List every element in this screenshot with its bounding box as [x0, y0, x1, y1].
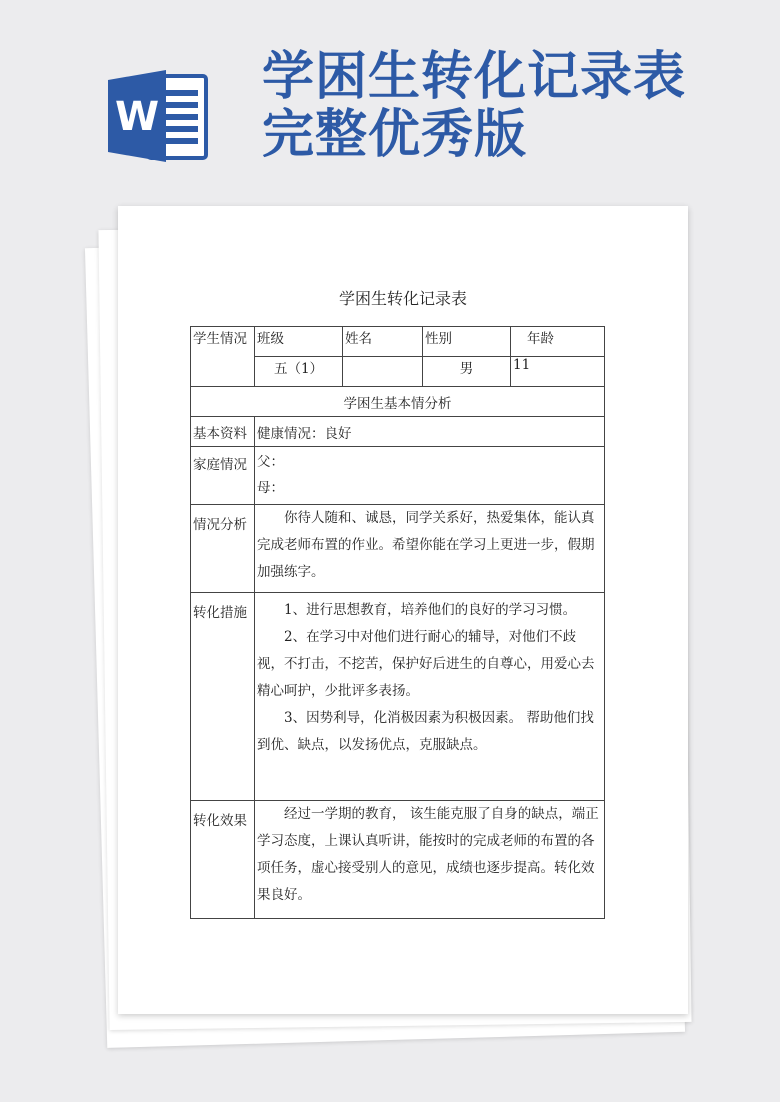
measure-item: 2、在学习中对他们进行耐心的辅导，对他们不歧视，不打击，不挖苦，保护好后进生的自尊心，用爱心去精心呵护，少批评多表扬。	[257, 629, 595, 699]
measure-item: 3、因势利导，化消极因素为积极因素。 帮助他们找到优、缺点，以发扬优点，克服缺点。	[257, 710, 594, 753]
mother-line: 母：	[257, 480, 284, 496]
basic-info-value: 健康情况：良好	[255, 417, 605, 447]
measures-list	[255, 593, 605, 801]
class-value: 五（1）	[255, 357, 343, 387]
age-label: 年龄	[511, 327, 605, 357]
age-value: 11	[511, 357, 605, 387]
family-label: 家庭情况	[191, 447, 255, 505]
name-value	[343, 357, 423, 387]
analysis-heading: 学困生基本情分析	[191, 387, 605, 417]
family-value	[255, 447, 605, 505]
banner-title-line1: 学困生转化记录表	[262, 47, 687, 107]
word-icon	[108, 68, 208, 164]
record-table	[190, 326, 605, 919]
measure-item: 1、进行思想教育，培养他们的良好的学习习惯。	[284, 602, 577, 618]
basic-info-label: 基本资料	[191, 417, 255, 447]
banner-title-line2: 完整优秀版	[262, 105, 528, 165]
document-page	[118, 206, 688, 1014]
student-info-label: 学生情况	[191, 327, 255, 387]
banner-title	[262, 48, 686, 164]
effect-label: 转化效果	[191, 801, 255, 919]
effect-text: 经过一学期的教育， 该生能克服了自身的缺点，端正学习态度，上课认真听讲，能按时的完成老师的布置的各项任务，虚心接受别人的意见，成绩也逐步提高。转化效果良好。	[255, 801, 605, 919]
situation-label: 情况分析	[191, 505, 255, 593]
document-title: 学困生转化记录表	[338, 289, 467, 308]
gender-label: 性别	[423, 327, 511, 357]
situation-text: 你待人随和、诚恳，同学关系好，热爱集体，能认真完成老师布置的作业。希望你能在学习上更进一步，假期加强练字。	[255, 505, 605, 593]
svg-text:W: W	[114, 94, 160, 140]
measures-label: 转化措施	[191, 593, 255, 801]
father-line: 父：	[257, 454, 284, 470]
gender-value: 男	[423, 357, 511, 387]
name-label: 姓名	[343, 327, 423, 357]
class-label: 班级	[255, 327, 343, 357]
